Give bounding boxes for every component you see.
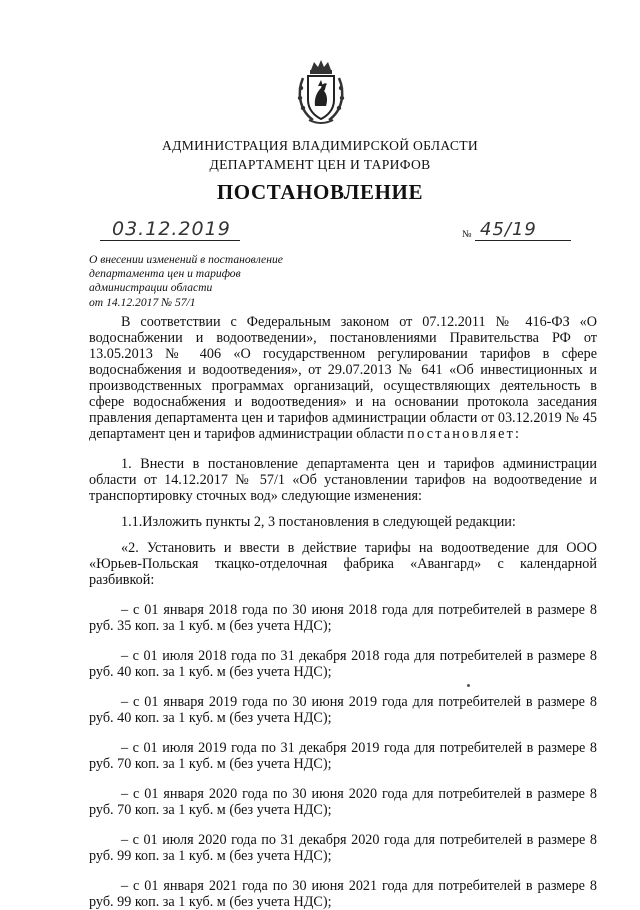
- preamble-text: В соответствии с Федеральным законом от 07.12.2011 № 416-ФЗ «О водоснабжении и водоотведении», постановлениями Правительства РФ от 13.05.2013 № 406 «О государственном регулировании тарифов в сфере водоснабжения и водоотведения», от 29.07.2013 № 641 «Об инвестиционных и производственных программах организаций, осуществляющих деятельность в сфере водоснабжения и водоотведения» и на основании протокола заседания правления департамента цен и тарифов администрации области от 03.12.2019 № 45 департамент цен и тарифов администрации области: [89, 314, 597, 442]
- tariff-item: – с 01 января 2018 года по 30 июня 2018 года для потребителей в размере 8 руб. 35 коп. за 1 куб. м (без учета НДС);: [89, 602, 597, 634]
- coat-of-arms-icon: [295, 58, 347, 128]
- header-line-1: АДМИНИСТРАЦИЯ ВЛАДИМИРСКОЙ ОБЛАСТИ: [162, 138, 478, 153]
- subject-line: О внесении изменений в постановление: [89, 253, 283, 266]
- subject-line: администрации области: [89, 281, 213, 295]
- document-body: [89, 314, 597, 910]
- subject-block: [89, 253, 349, 310]
- tariff-item: – с 01 января 2021 года по 30 июня 2021 года для потребителей в размере 8 руб. 99 коп. за 1 куб. м (без учета НДС);: [89, 878, 597, 910]
- date-underline: [100, 240, 240, 241]
- header-line-2: ДЕПАРТАМЕНТ ЦЕН И ТАРИФОВ: [209, 157, 431, 172]
- decree-word: постановляет:: [407, 426, 522, 442]
- tariff-item: – с 01 июля 2018 года по 31 декабря 2018 года для потребителей в размере 8 руб. 40 коп. за 1 куб. м (без учета НДС);: [89, 648, 597, 680]
- document-number: 45/19: [480, 219, 537, 240]
- tariff-item: – с 01 января 2020 года по 30 июня 2020 года для потребителей в размере 8 руб. 70 коп. за 1 куб. м (без учета НДС);: [89, 786, 597, 818]
- scan-speck: [467, 684, 470, 687]
- clause-2: «2. Установить и ввести в действие тарифы на водоотведение для ООО «Юрьев-Польская ткацко-отделочная фабрика «Авангард» с календарной разбивкой:: [89, 540, 597, 588]
- tariff-item: – с 01 июля 2020 года по 31 декабря 2020 года для потребителей в размере 8 руб. 99 коп. за 1 куб. м (без учета НДС);: [89, 832, 597, 864]
- subject-line: от 14.12.2017 № 57/1: [89, 295, 196, 309]
- document-date: 03.12.2019: [112, 218, 231, 240]
- number-sign: №: [462, 229, 472, 240]
- clause-1: 1. Внести в постановление департамента цен и тарифов администрации области от 14.12.2017 № 57/1 «Об установлении тарифов на водоотведение и транспортировку сточных вод» следующие изменения:: [89, 456, 597, 504]
- clause-1-1: 1.1.Изложить пункты 2, 3 постановления в следующей редакции:: [121, 514, 516, 530]
- number-underline: [475, 240, 571, 241]
- tariff-item: – с 01 июля 2019 года по 31 декабря 2019 года для потребителей в размере 8 руб. 70 коп. за 1 куб. м (без учета НДС);: [89, 740, 597, 772]
- document-title: ПОСТАНОВЛЕНИЕ: [216, 180, 424, 204]
- tariff-item: – с 01 января 2019 года по 30 июня 2019 года для потребителей в размере 8 руб. 40 коп. за 1 куб. м (без учета НДС);: [89, 694, 597, 726]
- preamble-paragraph: [89, 314, 597, 442]
- subject-line: департамента цен и тарифов: [89, 267, 241, 281]
